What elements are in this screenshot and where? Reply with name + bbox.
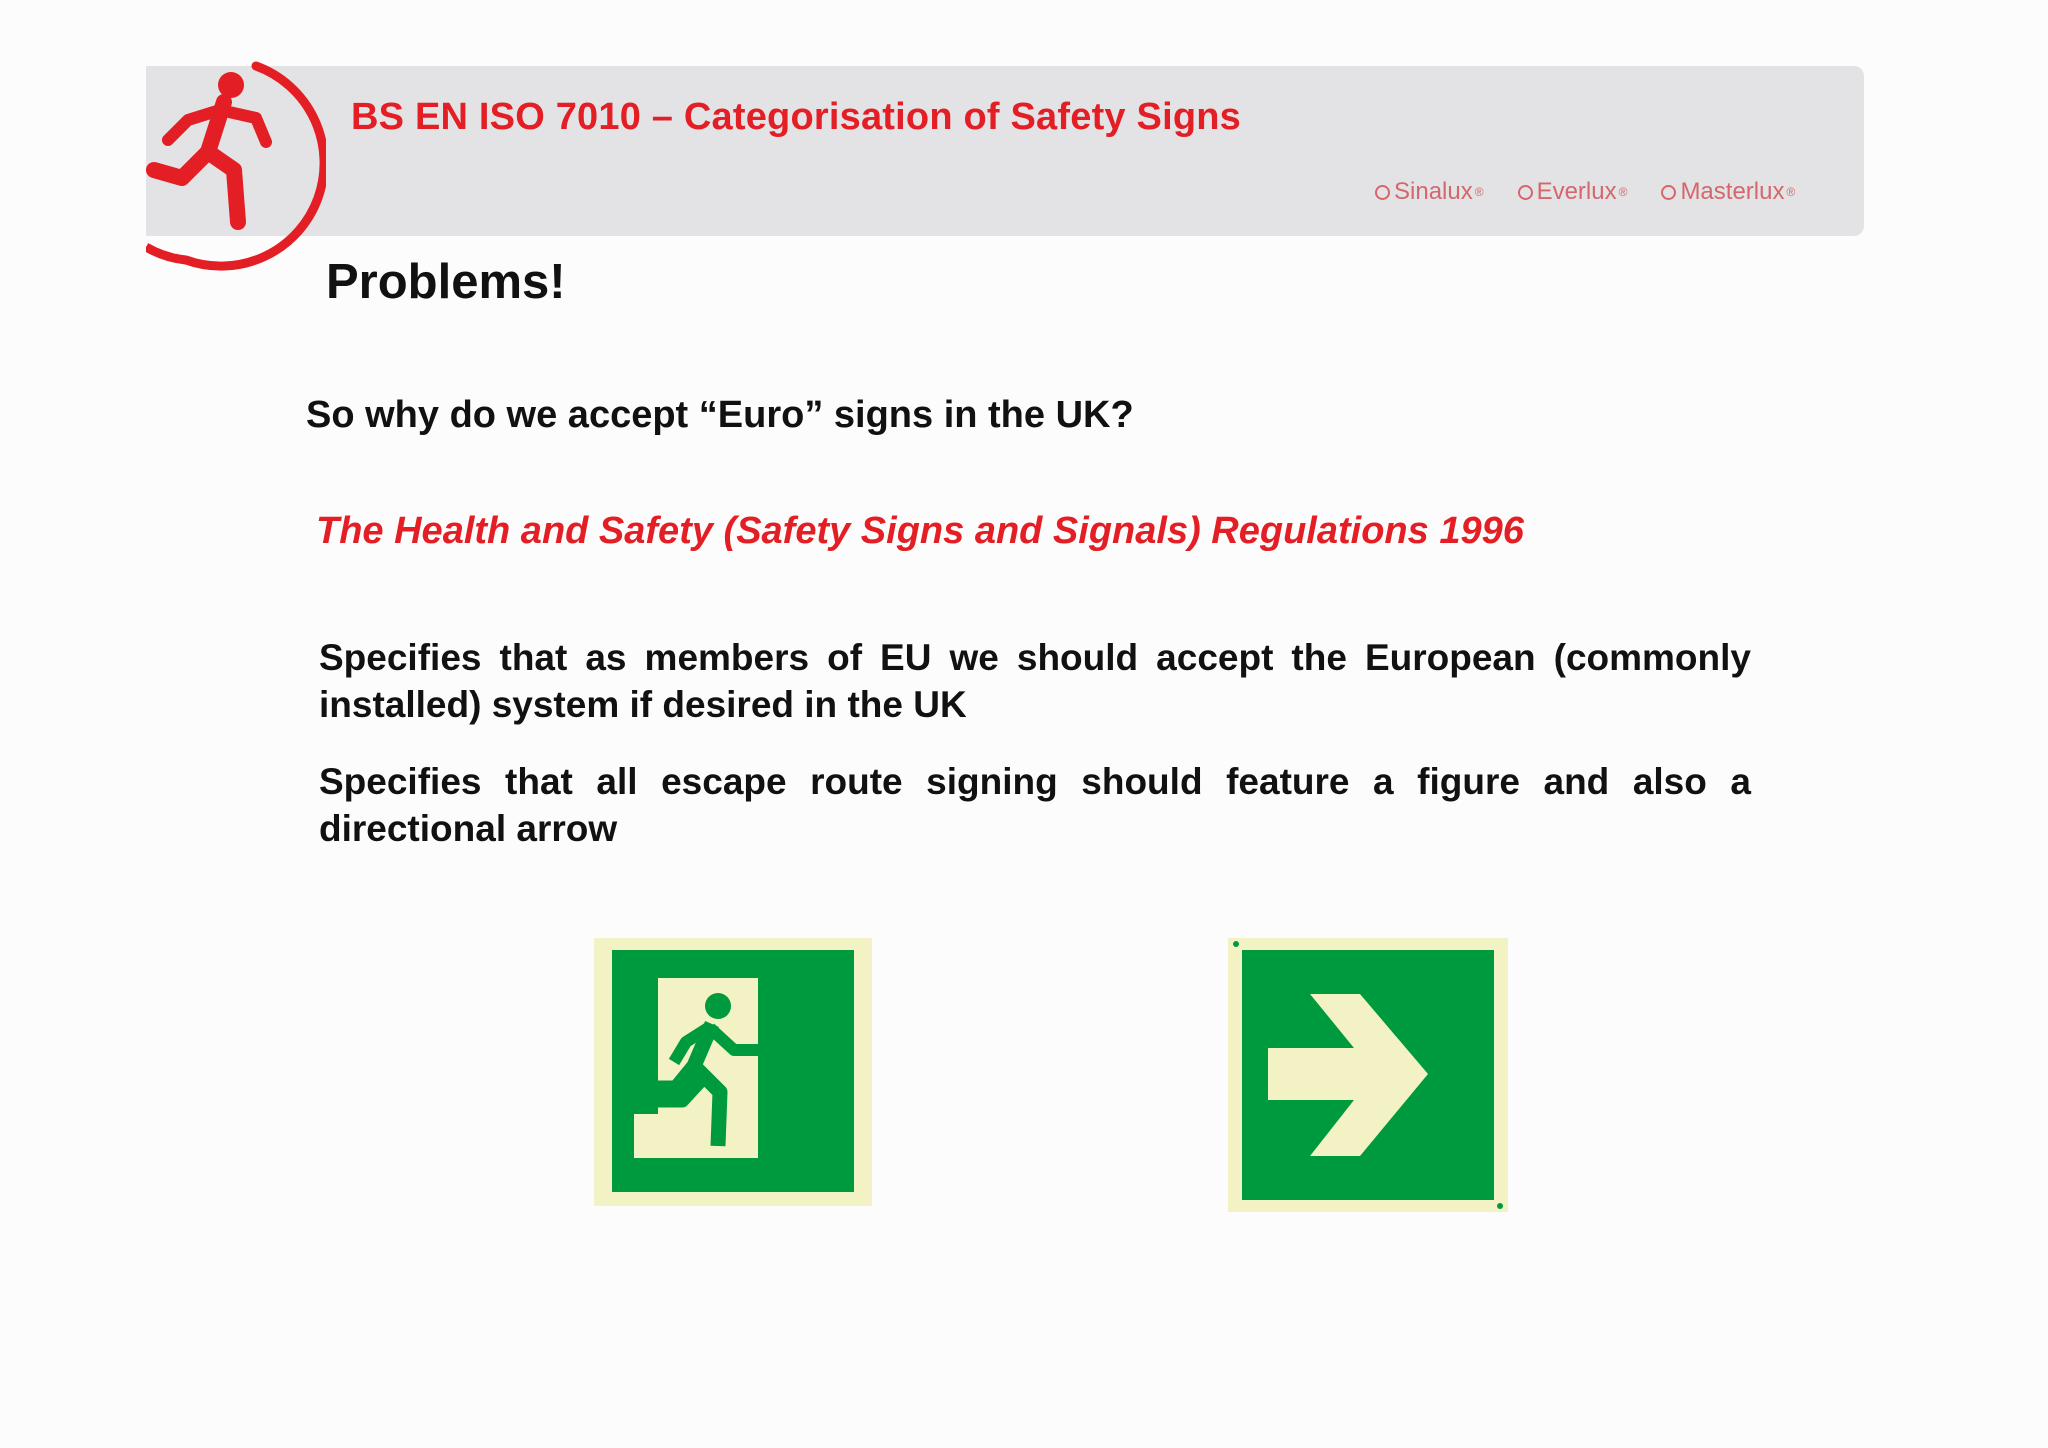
- header-banner: [146, 66, 1864, 236]
- brand-name: Sinalux: [1394, 178, 1473, 205]
- directional-arrow-right-icon: [1228, 938, 1508, 1212]
- registered-mark-icon: [1661, 185, 1676, 200]
- paragraph-eu-acceptance: Specifies that as members of EU we should accept the European (commonly installed) system if desired in the UK: [319, 637, 1751, 725]
- question-text: So why do we accept “Euro” signs in the UK?: [306, 394, 1134, 436]
- registered-mark-icon: [1375, 185, 1390, 200]
- brand-masterlux: [1661, 178, 1795, 206]
- brand-everlux: [1518, 178, 1628, 206]
- running-man-logo-icon: [146, 60, 326, 280]
- emergency-exit-running-man-icon: [594, 938, 872, 1206]
- brand-name: Everlux: [1536, 178, 1617, 205]
- brand-name: Masterlux: [1680, 178, 1785, 205]
- paragraph-escape-route: Specifies that all escape route signing should feature a figure and also a directional arrow: [319, 761, 1751, 849]
- trademark-symbol: ®: [1474, 185, 1484, 199]
- registered-mark-icon: [1518, 185, 1533, 200]
- slide-heading: Problems!: [326, 255, 566, 309]
- trademark-symbol: ®: [1786, 185, 1796, 199]
- header-title: BS EN ISO 7010 – Categorisation of Safety Signs: [351, 96, 1241, 138]
- brand-sinalux: [1375, 178, 1484, 206]
- trademark-symbol: ®: [1618, 185, 1628, 199]
- regulation-title: The Health and Safety (Safety Signs and Signals) Regulations 1996: [316, 510, 1524, 552]
- brand-list: [1375, 178, 1795, 206]
